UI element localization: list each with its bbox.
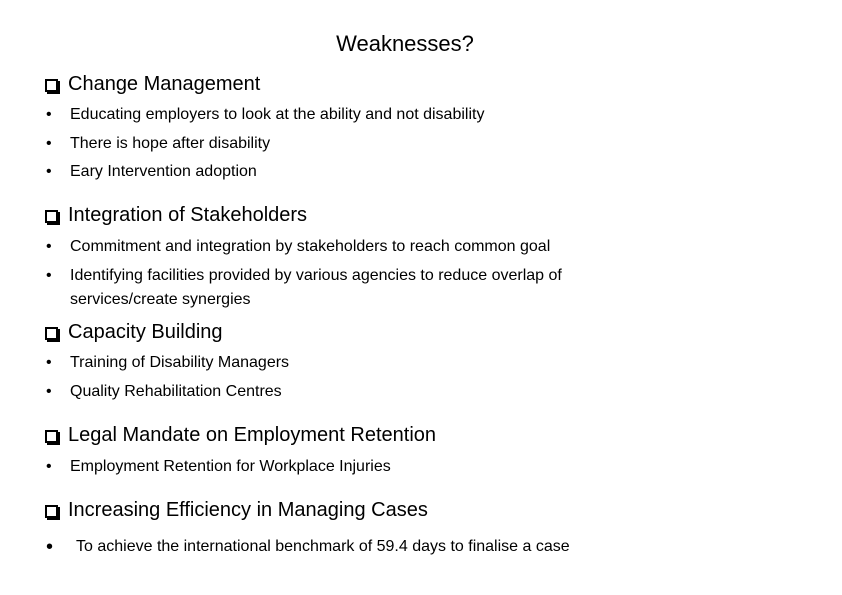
list-item	[45, 235, 650, 259]
bullet-icon: •	[46, 238, 52, 255]
list-item-text: Educating employers to look at the ability and not disability	[70, 106, 485, 123]
checkbox-bullet-icon	[45, 79, 58, 92]
checkbox-bullet-icon	[45, 327, 58, 340]
page-title: Weaknesses?	[336, 31, 474, 56]
section-heading-increasing-efficiency	[45, 497, 428, 523]
list-item-text: Employment Retention for Workplace Injuries	[70, 458, 391, 475]
bullet-icon: •	[46, 354, 52, 371]
bullet-icon: •	[46, 267, 52, 284]
section-heading-text: Capacity Building	[68, 321, 223, 343]
bullet-icon: •	[46, 135, 52, 152]
list-item	[45, 132, 650, 156]
list-item-text: Eary Intervention adoption	[70, 163, 257, 180]
list-item	[45, 103, 650, 127]
checkbox-bullet-icon	[45, 210, 58, 223]
list-item	[45, 380, 650, 404]
list-item	[45, 351, 650, 375]
section-heading-text: Legal Mandate on Employment Retention	[68, 424, 437, 446]
list-item-text: There is hope after disability	[70, 135, 271, 152]
list-item	[45, 264, 645, 312]
list-item-text: Identifying facilities provided by various agencies to reduce overlap of services/create synergies	[70, 267, 562, 308]
section-heading-capacity-building	[45, 319, 223, 345]
list-item	[45, 455, 650, 479]
section-heading-text: Increasing Efficiency in Managing Cases	[68, 499, 428, 521]
section-heading-integration-of-stakeholders	[45, 202, 307, 228]
bullet-icon: •	[46, 536, 54, 558]
bullet-icon: •	[46, 106, 52, 123]
list-item-text: To achieve the international benchmark of 59.4 days to finalise a case	[76, 538, 570, 555]
section-heading-text: Integration of Stakeholders	[68, 204, 308, 226]
bullet-icon: •	[46, 383, 52, 400]
bullet-icon: •	[46, 163, 52, 180]
section-heading-legal-mandate	[45, 422, 436, 448]
bullet-icon: •	[46, 458, 52, 475]
checkbox-bullet-icon	[45, 430, 58, 443]
list-item-text: Training of Disability Managers	[70, 354, 290, 371]
list-item-text: Commitment and integration by stakeholders to reach common goal	[70, 238, 551, 255]
checkbox-bullet-icon	[45, 505, 58, 518]
list-item	[45, 535, 656, 559]
list-item-text: Quality Rehabilitation Centres	[70, 383, 282, 400]
list-item	[45, 160, 650, 184]
section-heading-text: Change Management	[68, 73, 261, 95]
section-heading-change-management	[45, 71, 260, 97]
